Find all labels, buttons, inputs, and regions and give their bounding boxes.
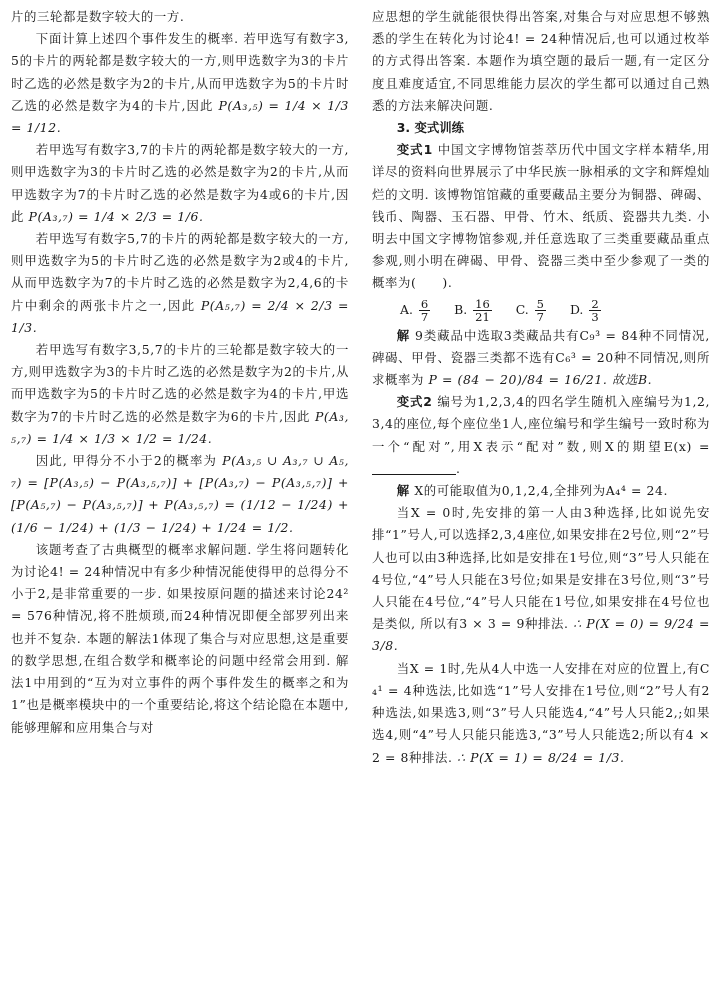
variant-text: 编号为1,2,3,4的四名学生随机入座编号为1,2,3,4的座位,每个座位坐1人,座位编号和学生编号一致时称为一个“配对”,用X表示“配对”数,则X的期望E(x) = bbox=[372, 394, 711, 454]
denominator: 3 bbox=[591, 309, 599, 324]
paragraph-text: 当X = 0时,先安排的第一人由3种选择,比如说先安排“1”号人,可以选择2,3,4座位,如果安排在2号位,则“2”号人也可以由3种选择,比如是安排在1号位,则“3”号人只能在4号位,“4”号人只能在3号位;如果是安排在3号位,则“3”号人只能在4号位,“4”号人只能在1号位,如果安排在4号位也是类似, 所以有3 × 3 = 9种排法. bbox=[372, 505, 710, 632]
equation: P(A₃,₅,₇) = 1/4 × 1/3 × 1/2 = 1/24. bbox=[11, 408, 349, 446]
option-a bbox=[400, 296, 436, 324]
variant-1 bbox=[372, 139, 710, 294]
equation: ∴ P(X = 1) = 8/24 = 1/3. bbox=[457, 749, 625, 765]
paragraph-text: 若甲选写有数字3,5,7的卡片的三轮都是数字较大的一方,则甲选数字为3的卡片时乙选的必然是数字为2的卡片,从而甲选数字为5的卡片时乙选的必然是数字为4的卡片,甲选数字为7的卡片时乙选的必然是数字为6的卡片,因此 bbox=[11, 342, 349, 424]
option-fraction bbox=[535, 298, 546, 323]
variant-2 bbox=[372, 391, 710, 480]
solution-label: 解 bbox=[396, 327, 411, 343]
option-label: A. bbox=[400, 301, 413, 317]
denominator: 7 bbox=[420, 309, 429, 324]
equation: P(A₃,₅) = 1/4 × 1/3 = 1/12. bbox=[11, 97, 349, 136]
equation: P = (84 − 20)/84 = 16/21. 故选B. bbox=[428, 372, 653, 388]
left-column bbox=[11, 6, 349, 739]
paragraph-text: 下面计算上述四个事件发生的概率. 若甲选写有数字3,5的卡片的两轮都是数字较大的一方,则甲选数字为3的卡片时乙选的必然是数字为2的卡片,从而甲选数字为5的卡片时乙选的必然是数字为4的卡片,因此 bbox=[11, 31, 349, 113]
variant-label: 变式1 bbox=[396, 142, 433, 158]
numerator: 6 bbox=[420, 296, 429, 311]
equation: P(A₅,₇) = 2/4 × 2/3 = 1/3. bbox=[11, 297, 349, 335]
option-c bbox=[515, 296, 552, 324]
paragraph-text: 因此, 甲得分不小于2的概率为 bbox=[35, 453, 218, 469]
paragraph: 该题考查了古典概型的概率求解问题. 学生将问题转化为讨论4! = 24种情况中有多少种情况能使得甲的总得分不小于2,是非常重要的一步. 如果按原问题的描述来讨论24² = 576种情况,将不胜烦琐,而24种情况即便全部罗列出来也并不复杂. 本题的解法1体现了集合与对应思想,这是重要的数学思想,在组合数学和概率论的问题中经常会用到. 解法1中用到的“互为对立事件的两个事件发生的概率之和为1”也是概率模块中的一个重要结论,将这个结论隐在本题中,能够理解和应用集合与对 bbox=[11, 541, 349, 735]
equation: = 1/2. bbox=[251, 519, 294, 535]
variant-text: 中国文字博物馆荟萃历代中国文字样本精华,用详尽的资料向世界展示了中华民族一脉相承的文字和辉煌灿烂的文明. 该博物馆馆藏的重要藏品主要分为铜器、碑碣、钱币、陶器、玉石器、甲骨、竹木、纸质、瓷器共九类. 小明去中国文字博物馆参观,并任意选取了三类重要藏品重点参观,则小明在碑碣、甲骨、瓷器三类中至少参观了一类的概率为( ). bbox=[372, 142, 710, 291]
equation: P(A₃,₇) = 1/4 × 2/3 = 1/6. bbox=[28, 208, 204, 224]
numerator: 16 bbox=[475, 296, 490, 311]
option-d bbox=[569, 296, 603, 324]
paragraph bbox=[11, 139, 349, 228]
denominator: 7 bbox=[536, 309, 544, 324]
paragraph: 片的三轮都是数字较大的一方. bbox=[11, 9, 185, 24]
denominator: 21 bbox=[475, 309, 490, 324]
period: . bbox=[456, 460, 461, 476]
option-label: C. bbox=[515, 301, 529, 317]
right-column bbox=[372, 6, 710, 769]
numerator: 5 bbox=[536, 296, 544, 311]
paragraph-text: 当X = 1时,先从4人中选一人安排在对应的位置上,有C₄¹ = 4种选法,比如选“1”号人安排在1号位,则“2”号人有2种选法,如果选3,则“3”号人只能选4,“4”号人只能2,;如果选4,则“4”号人只能只能选3,“3”号人只能选2;所以有4 × 2 = 8种排法. bbox=[372, 660, 710, 765]
numerator: 2 bbox=[591, 296, 599, 311]
answer-blank bbox=[372, 460, 456, 475]
paragraph bbox=[11, 28, 349, 139]
paragraph bbox=[11, 228, 349, 339]
paragraph bbox=[372, 658, 710, 769]
equation: ∴ P(X = 0) = 9/24 = 3/8. bbox=[372, 616, 710, 654]
solution-1 bbox=[372, 325, 710, 392]
solution-text: X的可能取值为0,1,2,4,全排列为A₄⁴ = 24. bbox=[414, 483, 669, 499]
variant-label: 变式2 bbox=[396, 394, 433, 410]
solution-2 bbox=[372, 480, 710, 502]
option-fraction bbox=[473, 298, 492, 323]
option-fraction bbox=[589, 298, 600, 323]
option-fraction bbox=[419, 298, 430, 323]
paragraph-text: 若甲选写有数字3,7的卡片的两轮都是数字较大的一方,则甲选数字为3的卡片时乙选的必然是数字为2的卡片,从而甲选数字为7的卡片时乙选的必然是数字为4或6的卡片,因此 bbox=[11, 142, 349, 224]
option-label: B. bbox=[454, 301, 468, 317]
section-heading: 3. 变式训练 bbox=[396, 120, 465, 136]
paragraph bbox=[11, 339, 349, 450]
option-b bbox=[454, 296, 498, 324]
equation: P(A₃,₅ ∪ A₃,₇ ∪ A₅,₇) = [P(A₃,₅) − P(A₃,₅,₇)] + [P(A₃,₇) − P(A₃,₅,₇)] + [P(A₅,₇) − P(A₃,₅,₇)] + P(A₃,₅,₇) = (1/12 − 1/24) + (1/6 − 1/24) + (1/3 − 1/24) + 1/24 bbox=[11, 453, 349, 535]
paragraph bbox=[372, 502, 710, 657]
option-label: D. bbox=[569, 301, 584, 317]
paragraph bbox=[11, 450, 349, 539]
solution-label: 解 bbox=[396, 483, 410, 499]
answer-options bbox=[372, 295, 710, 325]
paragraph: 应思想的学生就能很快得出答案,对集合与对应思想不够熟悉的学生在转化为讨论4! = 24种情况后,也可以通过枚举的方式得出答案. 本题作为填空题的最后一题,有一定区分度且难度适宜,不同思维能力层次的学生都可以通过自己熟悉的方法来解决问题. bbox=[372, 9, 710, 113]
solution-text: 9类藏品中选取3类藏品共有C₉³ = 84种不同情况,碑碣、甲骨、瓷器三类都不选有C₆³ = 20种不同情况,则所求概率为 bbox=[372, 327, 710, 388]
paragraph-text: 若甲选写有数字5,7的卡片的两轮都是数字较大的一方,则甲选数字为5的卡片时乙选的必然是数字为2或4的卡片,从而甲选数字为7的卡片时乙选的必然是数字为2,4,6的卡片中剩余的两张卡片之一,因此 bbox=[11, 231, 349, 313]
